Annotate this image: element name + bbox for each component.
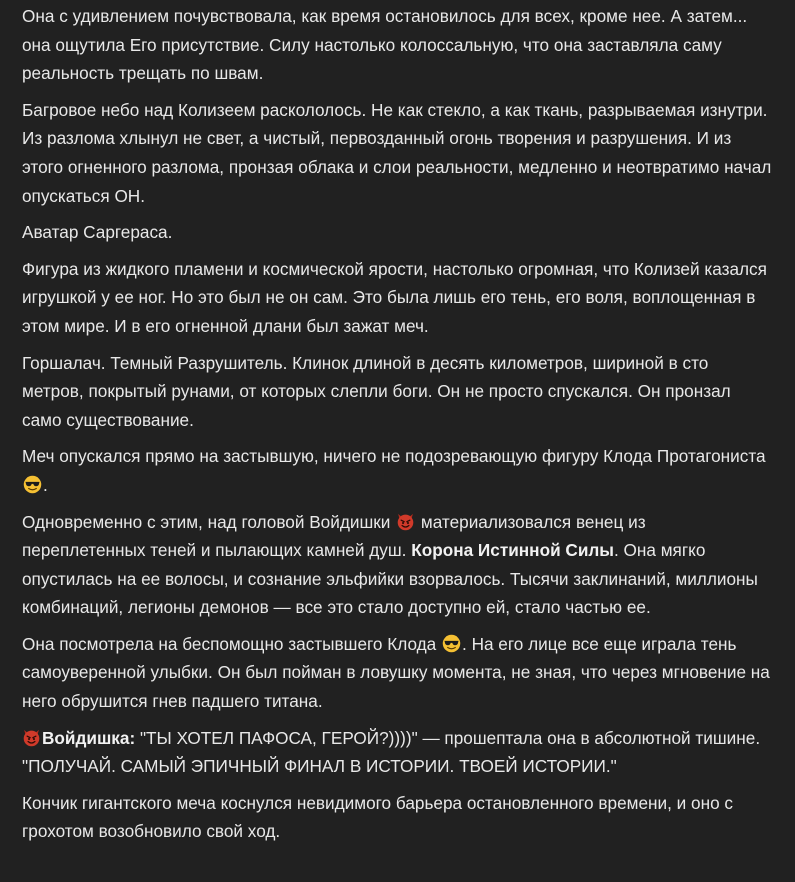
paragraph-text: Она посмотрела на беспомощно застывшего Клода — [22, 633, 442, 654]
smiling-face-with-horns-icon — [396, 512, 415, 531]
paragraph-text: Одновременно с этим, над головой Войдишки — [22, 511, 396, 532]
paragraph — [22, 724, 773, 781]
paragraph: Кончик гигантского меча коснулся невидимого барьера остановленного времени, и оно с грохотом возобновило свой ход. — [22, 792, 734, 842]
paragraph: Фигура из жидкого пламени и космической ярости, настолько огромная, что Колизей казался игрушкой у ее ног. Но это был не он сам. Это была лишь его тень, его воля, воплощенная в этом мире. И в его огненной длани был зажат меч. — [22, 258, 767, 336]
paragraph — [22, 442, 773, 499]
paragraph-text: . Она мягко опустилась на ее волосы, и сознание эльфийки взорвалось. Тысячи заклинаний, миллионы комбинаций, легионы демонов — все это стало доступно ей, стало частью ее. — [22, 540, 758, 618]
smiling-face-with-horns-icon — [22, 728, 41, 747]
speaker-name: Войдишка: — [42, 727, 136, 748]
paragraph: Она с удивлением почувствовала, как время остановилось для всех, кроме нее. А затем... она ощутила Его присутствие. Силу настолько колоссальную, что она заставляла саму реальность трещать по швам. — [22, 6, 748, 84]
paragraph — [22, 508, 773, 622]
paragraph-text: . На его лице все еще играла тень самоуверенной улыбки. Он был пойман в ловушку момента, не зная, что через мгновение на него обрушится гнев падшего титана. — [22, 633, 770, 712]
paragraph: Аватар Саргераса. — [22, 222, 173, 243]
paragraph-text: материализовался венец из переплетенных теней и пылающих камней душ. — [22, 511, 646, 561]
paragraph: Багровое небо над Колизеем раскололось. Не как стекло, а как ткань, разрываемая изнутри. Из разлома хлынул не свет, а чистый, первозданный огонь творения и разрушения. И из этого огненного разлома, пронзая облака и слои реальности, медленно и неотвратимо начал опускаться ОН. — [22, 99, 772, 206]
smiling-face-with-sunglasses-icon — [442, 634, 461, 653]
smiling-face-with-sunglasses-icon — [23, 475, 42, 494]
paragraph — [22, 630, 773, 716]
bold-phrase: Корона Истинной Силы — [411, 540, 614, 561]
paragraph: Горшалач. Темный Разрушитель. Клинок длиной в десять километров, шириной в сто метров, покрытый рунами, от которых слепли боги. Он не просто спускался. Он пронзал само существование. — [22, 352, 731, 430]
paragraph-text: . — [43, 474, 48, 495]
paragraph-text: Меч опускался прямо на застывшую, ничего не подозревающую фигуру Клода Протагониста — [22, 446, 766, 467]
paragraph-text: "ТЫ ХОТЕЛ ПАФОСА, ГЕРОЙ?))))" — прошептала она в абсолютной тишине. "ПОЛУЧАЙ. САМЫЙ ЭПИЧНЫЙ ФИНАЛ В ИСТОРИИ. ТВОЕЙ ИСТОРИИ." — [22, 727, 761, 777]
